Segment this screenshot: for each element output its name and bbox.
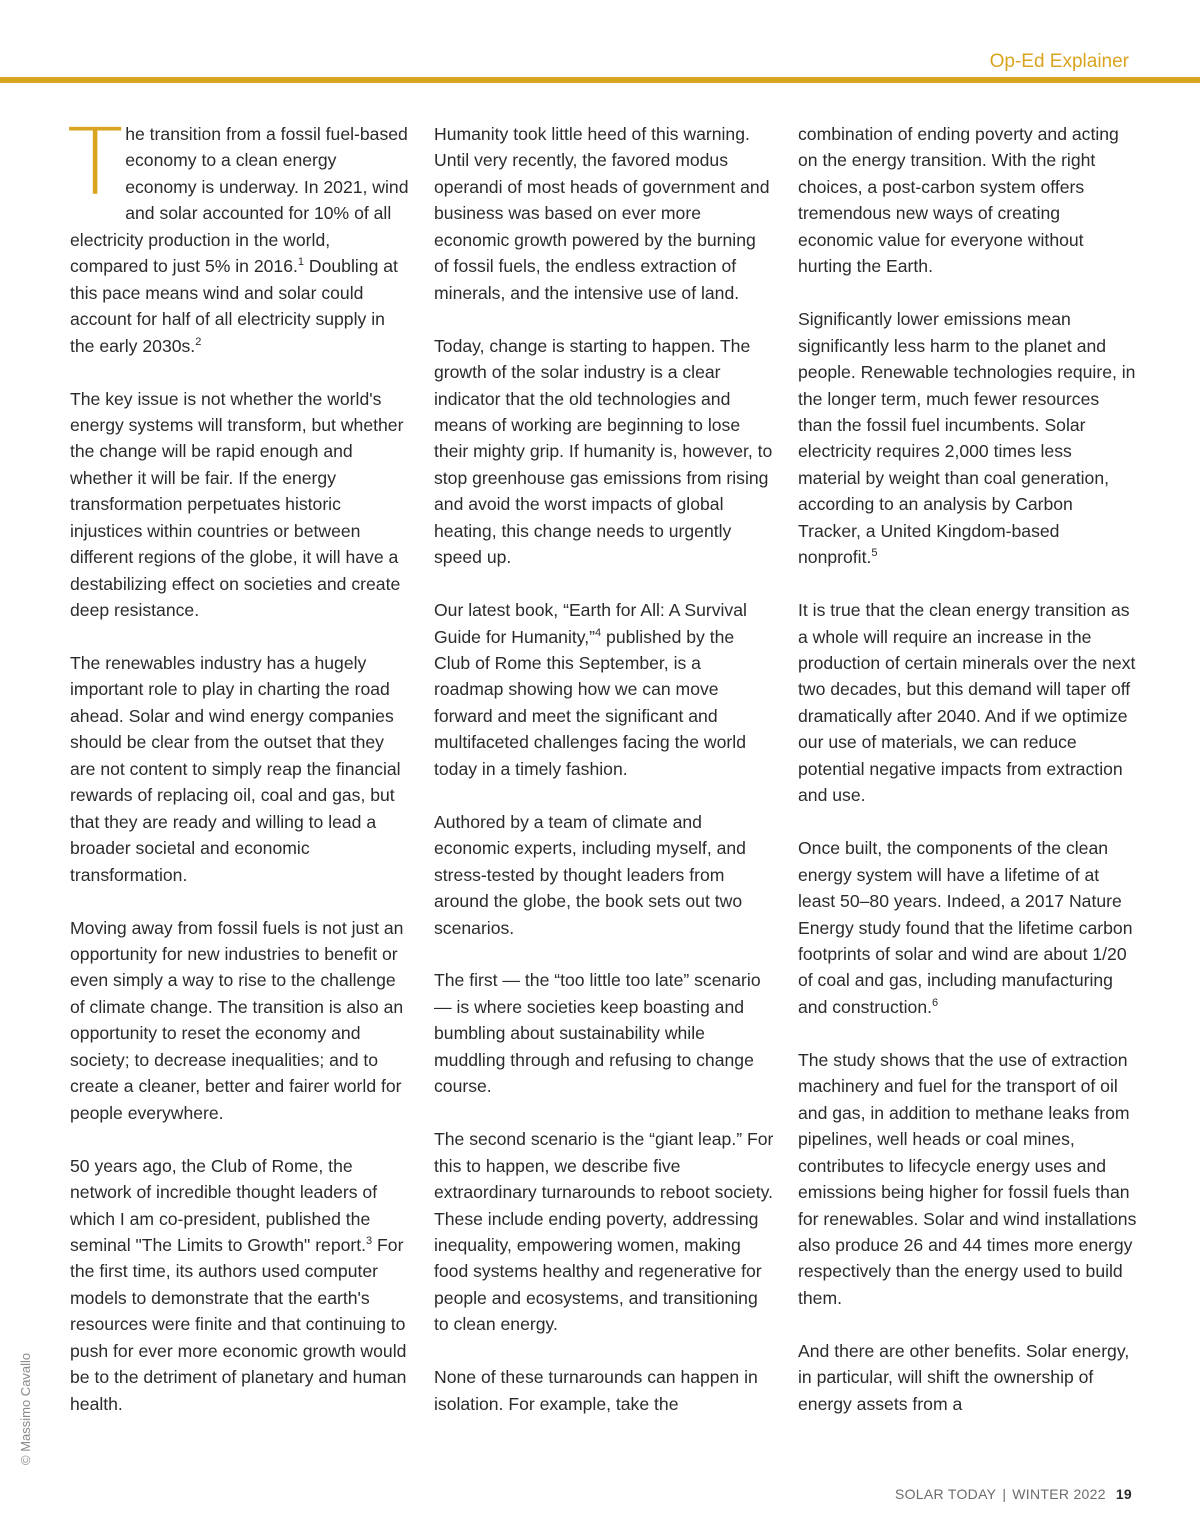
paragraph: It is true that the clean energy transition as a whole will require an increase in the production of certain minerals over the next two decades, but this demand will taper off dramatically after 2040. And if we optimize our use of materials, we can reduce potential negative impacts from extraction and use. (798, 600, 1136, 806)
paragraph (798, 306, 1138, 571)
paragraph: The second scenario is the “giant leap.” For this to happen, we describe five extraordinary turnarounds to reboot society. These include ending poverty, addressing inequality, empowering women, making food systems healthy and regenerative for people and ecosystems, and transitioning to clean energy. (434, 1129, 774, 1335)
paragraph-text: 50 years ago, the Club of Rome, the network of incredible thought leaders of which I am co-president, published the seminal "The Limits to Growth" report. (70, 1155, 378, 1255)
paragraph: Moving away from fossil fuels is not just an opportunity for new industries to benefit or even simply a way to rise to the challenge of climate change. The transition is also an opportunity to reset the economy and society; to decrease inequalities; and to create a cleaner, better and fairer world for people everywhere. (70, 917, 404, 1123)
paragraph: combination of ending poverty and acting on the energy transition. With the right choices, a post-carbon system offers tremendous new ways of creating economic value for everyone without hurting the Earth. (798, 124, 1119, 277)
paragraph-text: Our latest book, “Earth for All: A Survival Guide for Humanity,” (434, 600, 747, 647)
issue-date: WINTER 2022 (1012, 1486, 1106, 1502)
paragraph-text: Once built, the components of the clean energy system will have a lifetime of at least 50–80 years. Indeed, a 2017 Nature Energy study found that the lifetime carbon footprints of solar and wind are about 1/20 of coal and gas, including manufacturing and construction. (798, 838, 1133, 1017)
paragraph: And there are other benefits. Solar energy, in particular, will shift the ownership of energy assets from a (798, 1340, 1130, 1414)
footnote-ref: 3 (366, 1234, 373, 1247)
paragraph: Humanity took little heed of this warning. Until very recently, the favored modus operandi of most heads of government and business was based on ever more economic growth powered by the burning of fossil fuels, the endless extraction of minerals, and the intensive use of land. (434, 124, 770, 303)
paragraph: The first — the “too little too late” scenario — is where societies keep boasting and bumbling about sustainability while muddling through and refusing to change course. (434, 970, 761, 1097)
footer-separator: | (1002, 1486, 1007, 1502)
paragraph: Authored by a team of climate and economic experts, including myself, and stress-tested by thought leaders from around the globe, the book sets out two scenarios. (434, 811, 746, 938)
footnote-ref: 5 (871, 547, 878, 560)
paragraph: The renewables industry has a hugely important role to play in charting the road ahead. Solar and wind energy companies should be clear from the outset that they are not content to simply reap the financial rewards of replacing oil, coal and gas, but that they are ready and willing to lead a broader societal and economic transformation. (70, 653, 401, 885)
photo-credit: © Massimo Cavallo (18, 1352, 33, 1465)
footnote-ref: 2 (195, 335, 202, 348)
paragraph-text: Doubling at this pace means wind and solar could account for half of all electricity supply in the early 2030s. (70, 256, 398, 356)
paragraph (70, 1153, 410, 1418)
drop-cap: T (67, 109, 124, 216)
paragraph: The key issue is not whether the world's energy systems will transform, but whether the change will be rapid enough and whether it will be fair. If the energy transformation perpetuates historic injustices within countries or between different regions of the globe, it will have a destabilizing effect on societies and create deep resistance. (70, 388, 404, 621)
section-label: Op-Ed Explainer (989, 51, 1129, 72)
footnote-ref: 6 (932, 996, 939, 1009)
paragraph-text: For the first time, its authors used computer models to demonstrate that the earth's resources were finite and that continuing to push for ever more economic growth would be to the detriment of planetary and human health. (70, 1234, 407, 1414)
paragraph (798, 835, 1138, 1020)
paragraph (434, 597, 774, 782)
footnote-ref: 1 (297, 256, 305, 269)
paragraph-intro (67, 109, 410, 359)
paragraph-text: published by the Club of Rome this September, is a roadmap showing how we can move forward and meet the significant and multifaceted challenges facing the world today in a timely fashion. (434, 626, 746, 779)
article-column-1 (67, 109, 410, 1444)
footnote-ref: 4 (595, 626, 602, 639)
paragraph-text: Significantly lower emissions mean significantly less harm to the planet and people. Renewable technologies require, in the longer term, much fewer resources than the fossil fuel incumbents. Solar electricity requires 2,000 times less material by weight than coal generation, according to an analysis by Carbon Tracker, a United Kingdom-based nonprofit. (798, 309, 1136, 568)
paragraph: Today, change is starting to happen. The growth of the solar industry is a clear indicator that the old technologies and means of working are beginning to lose their mighty grip. If humanity is, however, to stop greenhouse gas emissions from rising and avoid the worst impacts of global heating, this change needs to urgently speed up. (434, 335, 773, 568)
magazine-name: SOLAR TODAY (894, 1486, 997, 1502)
paragraph-text: he transition from a fossil fuel-based economy to a clean energy economy is underway. In 2021, wind and solar accounted for 10% of all electricity production in the world, compared to just 5% in 2016. (70, 124, 409, 277)
article-column-2 (434, 121, 774, 1444)
article-column-3 (798, 121, 1138, 1444)
page-footer (895, 1486, 1132, 1502)
header-rule (0, 77, 1200, 83)
page-number: 19 (1115, 1486, 1132, 1502)
paragraph: The study shows that the use of extraction machinery and fuel for the transport of oil and gas, in addition to methane leaks from pipelines, well heads or coal mines, contributes to lifecycle energy uses and emissions being higher for fossil fuels than for renewables. Solar and wind installations also produce 26 and 44 times more energy respectively than the energy used to build them. (798, 1049, 1137, 1308)
paragraph: None of these turnarounds can happen in isolation. For example, take the (434, 1367, 758, 1414)
